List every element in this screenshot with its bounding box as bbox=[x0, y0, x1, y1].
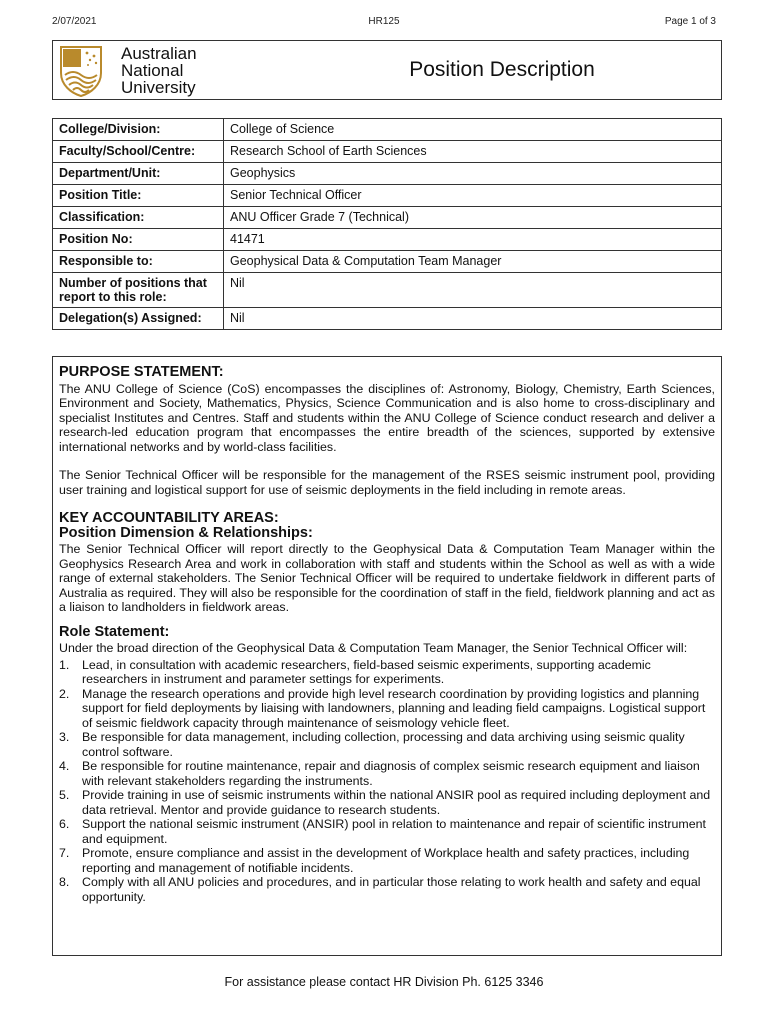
kaa-heading: KEY ACCOUNTABILITY AREAS: bbox=[59, 510, 279, 526]
table-row bbox=[53, 163, 722, 185]
purpose-heading: PURPOSE STATEMENT: bbox=[59, 364, 224, 380]
header-box bbox=[52, 40, 722, 100]
table-row bbox=[53, 308, 722, 330]
list-item-number: 4. bbox=[59, 759, 70, 773]
role-intro: Under the broad direction of the Geophysical Data & Computation Team Manager, the Senior Technical Officer will: bbox=[59, 641, 688, 655]
table-row bbox=[53, 185, 722, 207]
purpose-paragraph: The Senior Technical Officer will be responsible for the management of the RSES seismic instrument pool, providing user training and logistical support for use of seismic deployments in the field including in remote areas. bbox=[59, 468, 715, 497]
page-number: Page 1 of 3 bbox=[664, 16, 716, 27]
list-item-text: Support the national seismic instrument (ANSIR) pool in relation to maintenance and repair of scientific instrument and equipment. bbox=[82, 817, 706, 846]
info-key: Classification: bbox=[53, 207, 224, 229]
university-name-line: National bbox=[121, 61, 184, 80]
info-value: Geophysics bbox=[224, 163, 722, 185]
info-value: Geophysical Data & Computation Team Manager bbox=[224, 251, 722, 273]
info-key: Number of positions that report to this role: bbox=[53, 273, 224, 308]
info-key: Position Title: bbox=[53, 185, 224, 207]
university-name-line: University bbox=[121, 78, 196, 97]
list-item-text: Be responsible for data management, including collection, processing and data archiving using seismic quality control software. bbox=[82, 730, 685, 759]
info-key: Department/Unit: bbox=[53, 163, 224, 185]
table-row bbox=[53, 141, 722, 163]
anu-logo bbox=[59, 45, 219, 97]
list-item-number: 6. bbox=[59, 817, 70, 831]
info-value: Nil bbox=[224, 273, 722, 308]
info-key: Faculty/School/Centre: bbox=[53, 141, 224, 163]
list-item-text: Be responsible for routine maintenance, repair and diagnosis of complex seismic research equipment and liaison with relevant stakeholders regarding the instruments. bbox=[82, 759, 700, 788]
list-item-number: 1. bbox=[59, 657, 70, 672]
anu-crest-icon bbox=[59, 45, 103, 97]
list-item bbox=[59, 875, 715, 904]
university-name bbox=[121, 45, 197, 96]
list-item-text: Comply with all ANU policies and procedures, and in particular those relating to work health and safety and equal opportunity. bbox=[82, 875, 701, 904]
list-item-number: 2. bbox=[59, 686, 70, 701]
info-key: Responsible to: bbox=[53, 251, 224, 273]
info-key: Position No: bbox=[53, 229, 224, 251]
role-list bbox=[59, 658, 715, 905]
list-item bbox=[59, 658, 715, 687]
list-item-text: Lead, in consultation with academic researchers, field-based seismic experiments, supporting academic researchers in instrument and parameter settings for experiments. bbox=[82, 657, 651, 686]
info-value: 41471 bbox=[224, 229, 722, 251]
list-item bbox=[59, 846, 715, 875]
footer-contact: For assistance please contact HR Division Ph. 6125 3346 bbox=[224, 975, 544, 989]
table-row bbox=[53, 119, 722, 141]
role-heading: Role Statement: bbox=[59, 623, 170, 640]
info-value: Senior Technical Officer bbox=[224, 185, 722, 207]
info-value: ANU Officer Grade 7 (Technical) bbox=[224, 207, 722, 229]
print-date: 2/07/2021 bbox=[52, 16, 97, 27]
table-row bbox=[53, 251, 722, 273]
list-item-text: Manage the research operations and provide high level research coordination by providing logistics and planning support for field deployments by liaising with landowners, planning and leading field campaigns. Logistical support of seismic fieldwork capacity through maintenance of seismology vehicle fleet. bbox=[82, 686, 706, 730]
list-item-number: 3. bbox=[59, 730, 70, 744]
list-item-text: Promote, ensure compliance and assist in the development of Workplace health and safety practices, including reporting and management of notifiable incidents. bbox=[82, 846, 690, 875]
document-title: Position Description bbox=[409, 58, 595, 81]
table-row bbox=[53, 273, 722, 308]
list-item bbox=[59, 730, 715, 759]
list-item-number: 7. bbox=[59, 846, 70, 860]
info-value: College of Science bbox=[224, 119, 722, 141]
list-item bbox=[59, 788, 715, 817]
table-row bbox=[53, 229, 722, 251]
list-item-number: 8. bbox=[59, 875, 70, 889]
list-item bbox=[59, 687, 715, 731]
content-box bbox=[52, 356, 722, 956]
info-key: Delegation(s) Assigned: bbox=[53, 308, 224, 330]
list-item-number: 5. bbox=[59, 788, 70, 802]
list-item bbox=[59, 759, 715, 788]
position-info-table bbox=[52, 118, 722, 330]
university-name-line: Australian bbox=[121, 44, 197, 63]
document-code: HR125 bbox=[368, 16, 400, 27]
list-item-text: Provide training in use of seismic instruments within the national ANSIR pool as required including deployment and data retrieval. Mentor and provide guidance to research students. bbox=[82, 788, 711, 817]
table-row bbox=[53, 207, 722, 229]
kaa-paragraph: The Senior Technical Officer will report directly to the Geophysical Data & Computation Team Manager within the Geophysics Research Area and work in collaboration with staff and students within the School as well as with a wide range of external stakeholders. The Senior Technical Officer will be required to undertake fieldwork in different parts of Australia as required. They will also be responsible for the coordination of staff in the field, fieldwork planning and act as a liaison to landholders in fieldwork areas. bbox=[59, 542, 715, 614]
purpose-paragraph: The ANU College of Science (CoS) encompasses the disciplines of: Astronomy, Biology, Chemistry, Earth Sciences, Environment and Society, Mathematics, Physics, Science Communication and is also home to cross-disciplinary and specialist Institutes and Centres. Staff and students within the ANU College of Science conduct research and deliver a research-led education program that encompasses the entire breadth of the sciences, supported by extensive international networks and by world-class facilities. bbox=[59, 381, 715, 454]
kaa-subheading: Position Dimension & Relationships: bbox=[59, 524, 313, 541]
info-value: Research School of Earth Sciences bbox=[224, 141, 722, 163]
list-item bbox=[59, 817, 715, 846]
info-value: Nil bbox=[224, 308, 722, 330]
info-key: College/Division: bbox=[53, 119, 224, 141]
